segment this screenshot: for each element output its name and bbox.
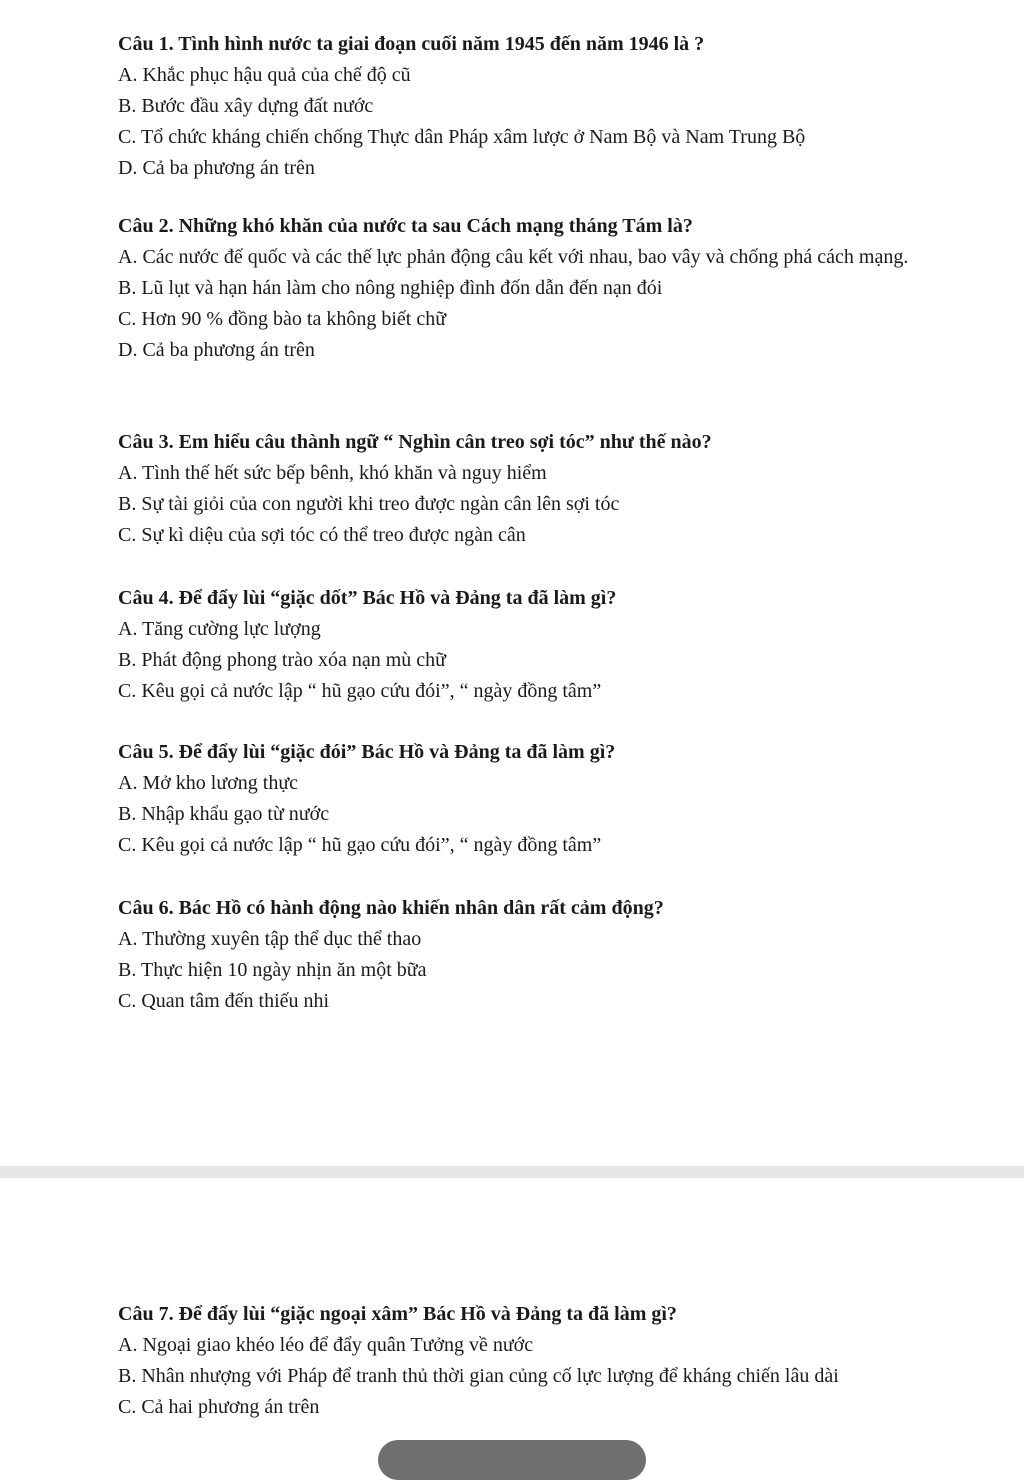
page-break-divider bbox=[0, 1166, 1024, 1178]
option-a: A. Thường xuyên tập thể dục thể thao bbox=[118, 928, 422, 950]
option-c: C. Kêu gọi cả nước lập “ hũ gạo cứu đói”, “ ngày đồng tâm” bbox=[118, 680, 602, 702]
option-c: C. Cả hai phương án trên bbox=[118, 1396, 320, 1418]
option-a: A. Tình thế hết sức bếp bênh, khó khăn và nguy hiểm bbox=[118, 462, 547, 484]
option-b: B. Nhân nhượng với Pháp để tranh thủ thời gian củng cố lực lượng để kháng chiến lâu dài bbox=[118, 1365, 839, 1387]
option-a: A. Ngoại giao khéo léo để đẩy quân Tưởng về nước bbox=[118, 1334, 534, 1356]
question-2 bbox=[118, 211, 938, 366]
question-4 bbox=[118, 583, 938, 707]
option-a: A. Mở kho lương thực bbox=[118, 772, 299, 794]
option-b: B. Lũ lụt và hạn hán làm cho nông nghiệp đình đốn dẫn đến nạn đói bbox=[118, 277, 663, 299]
option-a: A. Các nước đế quốc và các thế lực phản động câu kết với nhau, bao vây và chống phá cách mạng. bbox=[118, 246, 909, 268]
option-a: A. Khắc phục hậu quả của chế độ cũ bbox=[118, 64, 411, 86]
option-c: C. Hơn 90 % đồng bào ta không biết chữ bbox=[118, 308, 447, 330]
question-title: Câu 6. Bác Hồ có hành động nào khiến nhân dân rất cảm động? bbox=[118, 897, 664, 919]
question-6 bbox=[118, 893, 938, 1017]
question-title: Câu 3. Em hiểu câu thành ngữ “ Nghìn cân treo sợi tóc” như thế nào? bbox=[118, 431, 712, 453]
option-b: B. Nhập khẩu gạo từ nước bbox=[118, 803, 330, 825]
question-7 bbox=[118, 1299, 938, 1423]
option-a: A. Tăng cường lực lượng bbox=[118, 618, 321, 640]
question-title: Câu 7. Để đẩy lùi “giặc ngoại xâm” Bác Hồ và Đảng ta đã làm gì? bbox=[118, 1303, 677, 1325]
bottom-overlay-pill[interactable] bbox=[378, 1440, 646, 1480]
option-c: C. Quan tâm đến thiếu nhi bbox=[118, 990, 330, 1012]
question-title: Câu 2. Những khó khăn của nước ta sau Cách mạng tháng Tám là? bbox=[118, 215, 693, 237]
option-c: C. Sự kì diệu của sợi tóc có thể treo được ngàn cân bbox=[118, 524, 526, 546]
option-d: D. Cả ba phương án trên bbox=[118, 157, 315, 179]
question-title: Câu 4. Để đẩy lùi “giặc dốt” Bác Hồ và Đảng ta đã làm gì? bbox=[118, 587, 617, 609]
option-c: C. Tổ chức kháng chiến chống Thực dân Pháp xâm lược ở Nam Bộ và Nam Trung Bộ bbox=[118, 126, 806, 148]
question-1 bbox=[118, 29, 938, 184]
question-5 bbox=[118, 737, 938, 861]
option-b: B. Sự tài giỏi của con người khi treo được ngàn cân lên sợi tóc bbox=[118, 493, 620, 515]
option-c: C. Kêu gọi cả nước lập “ hũ gạo cứu đói”, “ ngày đồng tâm” bbox=[118, 834, 602, 856]
option-d: D. Cả ba phương án trên bbox=[118, 339, 315, 361]
question-3 bbox=[118, 427, 938, 551]
question-title: Câu 1. Tình hình nước ta giai đoạn cuối năm 1945 đến năm 1946 là ? bbox=[118, 33, 705, 55]
option-b: B. Bước đầu xây dựng đất nước bbox=[118, 95, 374, 117]
question-title: Câu 5. Để đẩy lùi “giặc đói” Bác Hồ và Đảng ta đã làm gì? bbox=[118, 741, 616, 763]
option-b: B. Thực hiện 10 ngày nhịn ăn một bữa bbox=[118, 959, 427, 981]
option-b: B. Phát động phong trào xóa nạn mù chữ bbox=[118, 649, 447, 671]
